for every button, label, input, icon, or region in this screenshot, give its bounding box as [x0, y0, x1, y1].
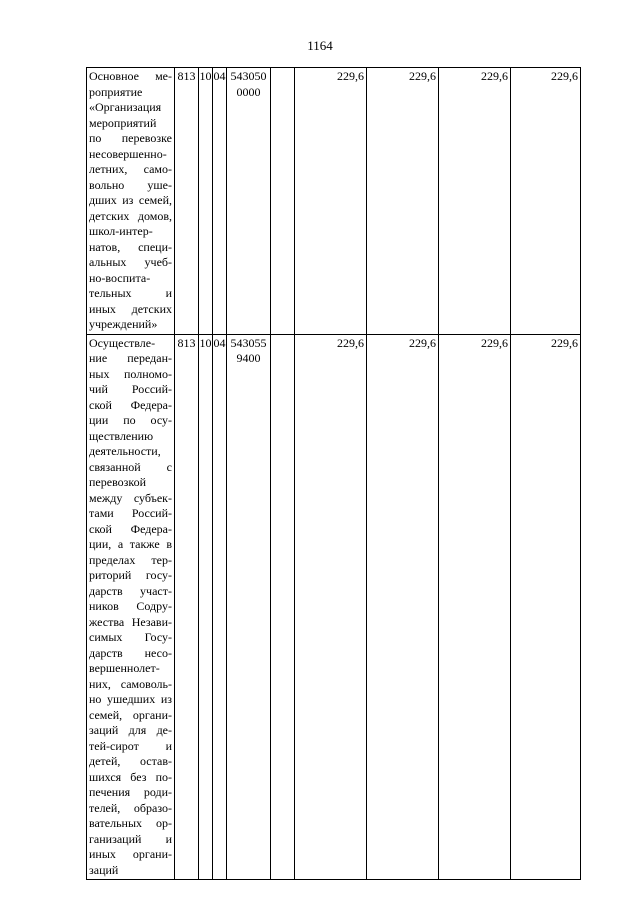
name-line: Основное ме-: [89, 69, 172, 83]
name-line: жества Незави-: [89, 614, 172, 629]
target-article-line2: 9400: [236, 351, 261, 365]
target-article-code: [227, 68, 271, 335]
name-line: риторий госу-: [89, 568, 172, 582]
name-line: ской Федера-: [89, 521, 172, 536]
name-line: телей, образо-: [89, 800, 172, 815]
amount-4: 229,6: [511, 68, 581, 335]
name-line: деятельности,: [89, 444, 161, 458]
amount-3: 229,6: [439, 334, 511, 880]
name-line: «Организация: [89, 100, 162, 114]
name-line: ников Содру-: [89, 599, 172, 613]
name-line: иных детских: [89, 301, 172, 316]
name-line: ганизаций и: [89, 831, 172, 846]
name-line: ществлению: [89, 428, 154, 443]
amount-2: 229,6: [367, 68, 439, 335]
name-line: заций: [89, 862, 119, 877]
name-line: вольно уше-: [89, 177, 172, 192]
name-line: них, самоволь-: [89, 676, 172, 691]
name-line: дарств участ-: [89, 583, 172, 598]
name-line: натов, специ-: [89, 239, 172, 254]
name-line: ской Федера-: [89, 397, 172, 412]
ministry-code: 813: [175, 334, 199, 880]
row-name: [87, 68, 175, 335]
name-line: ции, а также в: [89, 537, 172, 551]
amount-3: 229,6: [439, 68, 511, 335]
expense-type-code: [271, 68, 295, 335]
section-code: 10: [199, 334, 213, 880]
name-line: ние передан-: [89, 351, 172, 365]
name-line: учреждений»: [89, 317, 158, 331]
ministry-code: 813: [175, 68, 199, 335]
name-line: несовершенно-: [89, 146, 167, 161]
name-line: мероприятий: [89, 115, 157, 130]
name-line: по перевозке: [89, 131, 172, 145]
name-line: иных органи-: [89, 847, 172, 861]
name-line: симых Госу-: [89, 630, 172, 644]
name-line: роприятие: [89, 84, 143, 99]
table-row: [87, 334, 581, 880]
amount-4: 229,6: [511, 334, 581, 880]
name-line: дших из семей,: [89, 193, 172, 207]
name-line: ных полномо-: [89, 366, 172, 381]
name-line: между субъек-: [89, 490, 172, 505]
name-line: вательных ор-: [89, 816, 172, 830]
name-line: тельных и: [89, 286, 172, 300]
name-line: тей-сирот и: [89, 738, 172, 753]
name-line: детей, остав-: [89, 754, 172, 768]
name-line: ции по осу-: [89, 413, 172, 427]
name-line: перевозкой: [89, 475, 147, 489]
table-row: [87, 68, 581, 335]
subsection-code: 04: [213, 68, 227, 335]
name-line: но ушедших из: [89, 692, 172, 706]
name-line: но-воспита-: [89, 270, 151, 285]
target-article-code: [227, 334, 271, 880]
section-code: 10: [199, 68, 213, 335]
budget-table: [86, 67, 581, 880]
expense-type-code: [271, 334, 295, 880]
name-line: связанной с: [89, 459, 172, 474]
name-line: печения роди-: [89, 785, 172, 799]
name-line: Осуществле-: [89, 335, 156, 350]
name-line: тами Россий-: [89, 506, 172, 520]
name-line: шихся без по-: [89, 769, 172, 784]
amount-1: 229,6: [295, 334, 367, 880]
name-line: пределах тер-: [89, 552, 172, 567]
name-line: семей, органи-: [89, 707, 172, 722]
target-article-line2: 0000: [236, 84, 261, 99]
page-number: 1164: [307, 38, 333, 53]
name-line: заций для де-: [89, 723, 172, 737]
target-article-line1: 543050: [230, 69, 267, 83]
name-line: вершеннолет-: [89, 661, 160, 675]
name-line: дарств несо-: [89, 645, 172, 660]
target-article-line1: 543055: [230, 335, 267, 350]
name-line: школ-интер-: [89, 224, 153, 238]
name-line: детских домов,: [89, 208, 172, 223]
amount-1: 229,6: [295, 68, 367, 335]
subsection-code: 04: [213, 334, 227, 880]
name-line: летних, само-: [89, 162, 172, 176]
name-line: чий Россий-: [89, 382, 172, 396]
row-name: [87, 334, 175, 880]
name-line: альных учеб-: [89, 255, 172, 269]
amount-2: 229,6: [367, 334, 439, 880]
